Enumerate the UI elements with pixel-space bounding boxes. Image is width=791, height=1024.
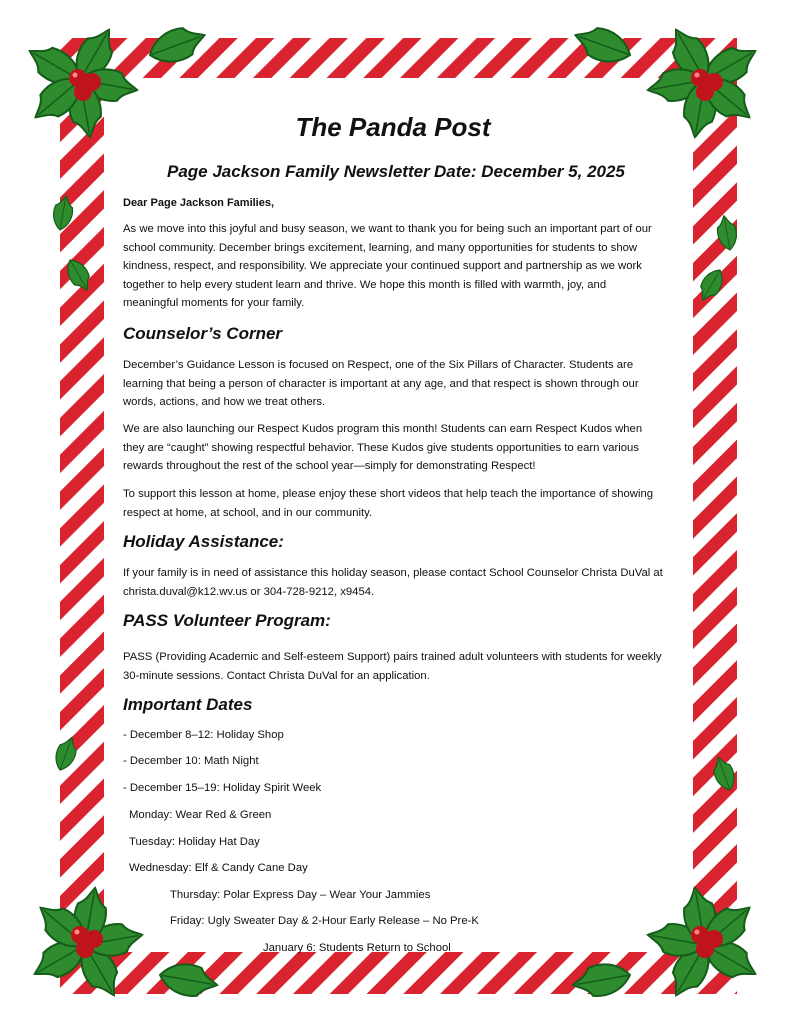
date-item: Thursday: Polar Express Day – Wear Your Jammies xyxy=(170,889,431,901)
intro-paragraph: As we move into this joyful and busy season, we want to thank you for being such an important part of our school community. December brings excitement, learning, and many opportunities for students to show kindness, respect, and responsibility. We appreciate your continued support and partnership as we work together to help every student learn and thrive. We hope this month is filled with warmth, joy, and meaningful moments for your family. xyxy=(123,223,652,310)
pass-text: PASS (Providing Academic and Self-esteem Support) pairs trained adult volunteers with students for weekly 30-minute sessions. Contact Christa DuVal for an application. xyxy=(123,651,662,682)
holiday-assistance-heading: Holiday Assistance: xyxy=(123,532,284,551)
holiday-assistance-text: If your family is in need of assistance this holiday season, please contact School Counselor Christa DuVal at christa.duval@k12.wv.us or 304-728-9212, x9454. xyxy=(123,567,663,598)
important-dates-heading: Important Dates xyxy=(123,695,253,714)
counselor-paragraph-3: To support this lesson at home, please enjoy these short videos that help teach the importance of showing respect at home, at school, and in our community. xyxy=(123,488,654,519)
counselor-heading: Counselor’s Corner xyxy=(123,324,283,343)
date-item: - December 8–12: Holiday Shop xyxy=(123,729,284,741)
date-item: January 6: Students Return to School xyxy=(263,942,451,954)
stripe-left xyxy=(60,38,104,994)
greeting: Dear Page Jackson Families, xyxy=(123,197,275,209)
counselor-paragraph-2: We are also launching our Respect Kudos program this month! Students can earn Respect Kudos when they are “caught” showing respectful behavior. These Kudos give students opportunities to earn various rewards throughout the rest of the school year—simply for demonstrating Respect! xyxy=(123,423,643,473)
date-item: Wednesday: Elf & Candy Cane Day xyxy=(129,862,308,874)
counselor-paragraph-1: December’s Guidance Lesson is focused on Respect, one of the Six Pillars of Character. Students are learning that being a person of character is important at any age, and that respect is shown through our words, actions, and how we treat others. xyxy=(123,359,639,409)
date-item: Tuesday: Holiday Hat Day xyxy=(129,836,260,848)
subtitle-newsletter-name: Page Jackson Family Newsletter xyxy=(167,162,430,181)
pass-heading: PASS Volunteer Program: xyxy=(123,611,331,630)
stripe-right xyxy=(693,38,737,994)
date-item: Friday: Ugly Sweater Day & 2-Hour Early Release – No Pre-K xyxy=(170,915,479,927)
date-item: - December 15–19: Holiday Spirit Week xyxy=(123,782,322,794)
newsletter-title: The Panda Post xyxy=(295,112,491,142)
subtitle-date: Date: December 5, 2025 xyxy=(434,162,625,181)
date-item: Monday: Wear Red & Green xyxy=(129,809,272,821)
date-item: - December 10: Math Night xyxy=(123,755,259,767)
